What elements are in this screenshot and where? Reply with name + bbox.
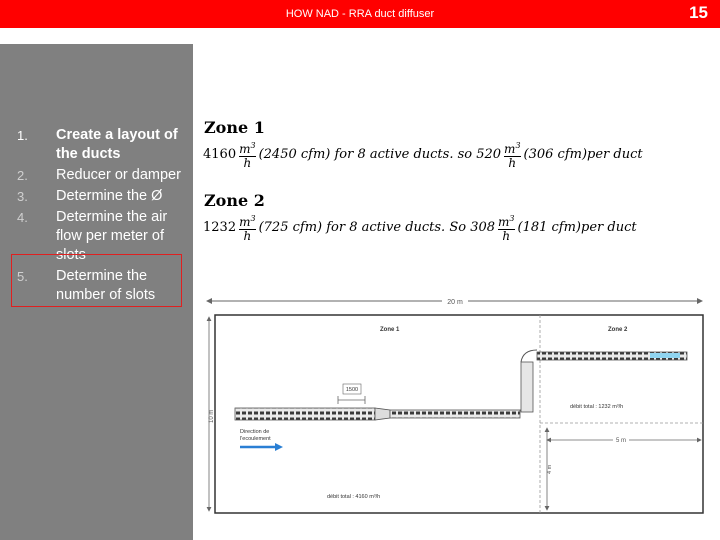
zone-1-formula: 4160 $\frac{m^3}{h}$ (2450 cfm) for 8 active ducts. so 520 $\frac{m^3}{h}$ (306 cfm)per duct xyxy=(203,141,643,170)
zone-2-diagram-label: Zone 2 xyxy=(608,327,628,333)
step-item: 3. Determine the Ø xyxy=(17,188,163,204)
height-label: 10 m xyxy=(209,409,215,423)
zone-2-flow-label: débit total : 1232 m³/h xyxy=(570,404,624,410)
zone-2-title: Zone 2 xyxy=(204,191,265,210)
zone-2-duct xyxy=(537,352,687,360)
step-item: 5. Determine the number of slots xyxy=(17,268,156,303)
step-item: 4. Determine the air flow per meter of slots xyxy=(17,209,168,263)
step-text: Reducer or damper xyxy=(56,167,181,183)
duct-layout-diagram xyxy=(205,290,710,515)
unit-fraction: $\frac{m^3}{h}$ xyxy=(504,141,521,170)
step-text: Determine the Ø xyxy=(56,188,163,204)
slot-length-label: 1500 xyxy=(345,387,359,393)
zone-2-formula: 1232 $\frac{m^3}{h}$ (725 cfm) for 8 active ducts. So 308 $\frac{m^3}{h}$ (181 cfm)per duct xyxy=(203,214,637,243)
unit-fraction: $\frac{m^3}{h}$ xyxy=(239,214,256,243)
unit-fraction: $\frac{m^3}{h}$ xyxy=(239,141,256,170)
header-title: HOW NAD - RRA duct diffuser xyxy=(285,8,435,20)
zone-1-diagram-label: Zone 1 xyxy=(380,327,400,333)
step-item: 2. Reducer or damper xyxy=(17,167,181,183)
total-length-dimension xyxy=(207,296,702,306)
total-length-label: 20 m xyxy=(447,299,463,306)
zone-2-depth-label: 4 m xyxy=(547,464,553,474)
zone-1-flow-label: débit total : 4160 m³/h xyxy=(327,494,381,500)
slide-number: 15 xyxy=(689,3,708,22)
step-item: 1. Create a layout of the ducts xyxy=(17,127,178,162)
unit-fraction: $\frac{m^3}{h}$ xyxy=(498,214,515,243)
step-text: Determine the air flow per meter of slots xyxy=(56,209,168,263)
header-bar xyxy=(0,0,720,28)
direction-label-1: Direction de xyxy=(240,429,270,435)
step-highlight-box xyxy=(11,254,182,307)
direction-label-2: l'ecoulement xyxy=(240,436,271,442)
zone-2-width-label: 5 m xyxy=(615,438,627,444)
zone-1-title: Zone 1 xyxy=(204,118,265,137)
step-text: Determine the number of slots xyxy=(56,268,156,303)
step-text: Create a layout of the ducts xyxy=(56,127,178,162)
